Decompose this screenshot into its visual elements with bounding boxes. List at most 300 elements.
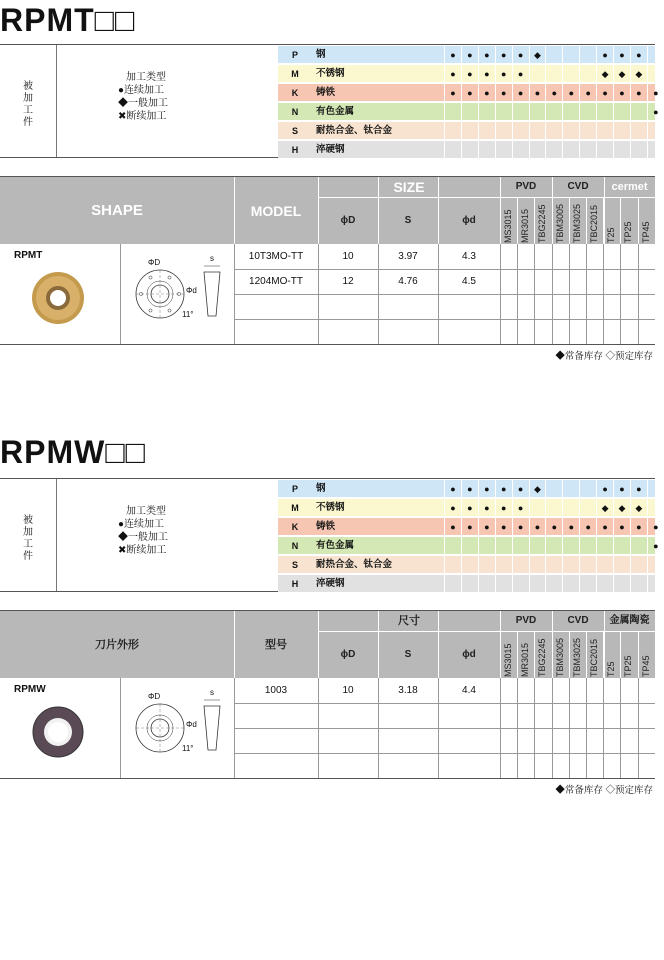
header-col-S: S [404,649,412,660]
grade-mark: ● [461,84,478,101]
divider [552,197,553,245]
grade-label-ms3015: MS3015 [503,209,513,243]
grade-mark: ● [478,46,495,63]
grade-mark: ● [630,84,647,101]
grade-mark: ● [495,84,512,101]
material-code: P [291,50,298,60]
divider [234,703,655,704]
grade-mark [545,537,562,554]
material-name: 铸铁 [316,87,336,98]
divider [234,611,235,679]
grade-mark [444,122,461,139]
material-code: H [291,579,299,589]
material-code: P [291,484,298,494]
material-name: 耐热合金、钛合金 [316,559,393,570]
grade-mark: ● [461,65,478,82]
grade-mark: ● [495,46,512,63]
grade-mark [495,141,512,158]
grade-mark: ● [495,518,512,535]
cell-d: 4.5 [462,276,476,287]
grade-label-tbm3025: TBM3025 [571,637,582,677]
grade-mark [444,537,461,554]
grade-mark [579,575,596,592]
material-code: N [291,541,299,551]
grade-mark: ● [461,518,478,535]
grade-mark [478,122,495,139]
grade-mark [461,141,478,158]
grade-mark [562,46,579,63]
material-code: N [291,107,299,117]
material-name: 耐热合金、钛合金 [316,125,393,136]
grade-mark [562,575,579,592]
grade-label-ms3015: MS3015 [503,643,513,677]
grade-mark [545,556,562,573]
grade-mark [647,575,664,592]
divider [234,177,235,245]
grade-mark [630,122,647,139]
divider [234,728,655,729]
grade-mark: ● [613,84,630,101]
grade-mark [596,141,613,158]
grade-label-tp25: TP25 [623,655,634,677]
header-shape: SHAPE [91,202,143,219]
grade-mark: ● [478,65,495,82]
grade-mark [495,575,512,592]
grade-mark [579,556,596,573]
grade-mark: ◆ [529,480,546,497]
grade-mark [444,556,461,573]
material-name: 淬硬钢 [316,578,345,589]
grade-mark [461,575,478,592]
grade-mark: ● [647,103,664,120]
material-name: 淬硬钢 [316,144,345,155]
material-row-n [278,536,659,554]
grade-mark [495,556,512,573]
material-row-s [278,555,655,573]
grade-mark: ◆ [596,499,613,516]
grade-mark [529,122,546,139]
grade-label-tbm3005: TBM3005 [554,637,565,677]
header-shape: 刀片外形 [95,639,139,651]
grade-label-tbm3025: TBM3025 [571,203,582,243]
grade-mark [562,480,579,497]
header-col-D: ϕD [340,215,356,226]
header-col-d: ϕd [462,649,476,660]
grade-mark [545,141,562,158]
grade-mark: ● [444,518,461,535]
material-row-k [278,83,659,101]
drawing-label-d: Φd [186,286,197,295]
material-code: S [291,126,298,136]
drawing-label-D: ΦD [148,258,161,267]
grade-label-tp25: TP25 [623,221,634,243]
grade-mark [647,480,664,497]
grade-mark [478,141,495,158]
material-name: 不锈钢 [316,68,345,79]
product-table [0,610,655,796]
drawing-label-angle: 11° [182,744,194,753]
material-name: 钢 [316,49,326,60]
grade-mark [461,556,478,573]
drawing-label-angle: 11° [182,310,194,319]
grade-mark [630,141,647,158]
divider [378,611,379,679]
grade-mark [495,103,512,120]
divider [620,197,621,245]
grade-mark [512,556,529,573]
material-code: K [291,88,299,98]
material-row-s [278,121,655,139]
grade-mark [545,480,562,497]
grade-mark: ● [630,480,647,497]
grade-mark: ● [545,84,562,101]
grade-mark [545,575,562,592]
insert-technical-drawing [120,252,232,332]
grade-mark: ● [529,84,546,101]
grade-mark [647,556,664,573]
divider [586,631,587,679]
grade-mark: ◆ [596,65,613,82]
shape-name: RPMT [14,250,43,261]
drawing-label-s: s [210,254,214,263]
grade-mark: ● [495,65,512,82]
divider [56,479,57,591]
table-header [0,176,655,244]
divider [318,177,319,245]
grade-mark [444,141,461,158]
grade-mark [579,499,596,516]
grade-mark [529,499,546,516]
cell-S: 4.76 [398,276,418,287]
material-code: S [291,560,298,570]
grade-mark [512,103,529,120]
material-name: 不锈钢 [316,502,345,513]
grade-mark [478,103,495,120]
divider [318,197,655,198]
grade-mark: ● [596,480,613,497]
divider [120,244,121,344]
header-pvd: PVD [515,615,537,626]
grade-mark [596,537,613,554]
workpiece-table [0,478,659,592]
legend-item: ◆一般加工 [118,532,168,543]
grade-mark [495,537,512,554]
grade-mark: ● [596,46,613,63]
grade-mark [444,575,461,592]
legend-title: 加工类型 [126,72,166,83]
grade-label-mr3015: MR3015 [520,642,531,677]
insert-photo [28,268,88,328]
product-title-rpmt: RPMT□□ [0,2,136,38]
grade-mark [579,103,596,120]
grade-mark [613,122,630,139]
divider [500,611,501,679]
grade-mark [529,141,546,158]
cell-d: 4.3 [462,251,476,262]
drawing-label-d: Φd [186,720,197,729]
grade-mark: ● [647,518,664,535]
divider [552,631,553,679]
divider [534,197,535,245]
divider [517,197,518,245]
cell-S: 3.18 [398,685,418,696]
grade-mark [647,141,664,158]
header-cermet: cermet [611,181,648,193]
grade-mark: ● [512,480,529,497]
grade-mark [579,537,596,554]
divider [517,631,518,679]
grade-mark [647,122,664,139]
material-row-h [278,140,655,158]
grade-mark: ● [512,84,529,101]
grade-mark: ● [478,518,495,535]
grade-mark: ● [512,518,529,535]
divider [638,631,639,679]
grade-mark [596,575,613,592]
grade-mark [478,537,495,554]
grade-label-tp45: TP45 [640,655,651,677]
grade-mark: ◆ [613,499,630,516]
divider [638,197,639,245]
grade-mark [545,499,562,516]
grade-mark [647,499,664,516]
header-model: 型号 [265,639,287,651]
grade-label-tbc2015: TBC2015 [589,638,599,677]
grade-mark: ● [613,480,630,497]
divider [234,753,655,754]
grade-mark: ● [529,518,546,535]
grade-mark: ◆ [613,65,630,82]
grade-mark [444,103,461,120]
grade-mark: ● [647,84,664,101]
grade-mark: ● [545,518,562,535]
grade-mark: ● [630,518,647,535]
grade-mark [512,122,529,139]
grade-label-tbc2015: TBC2015 [589,204,599,243]
material-row-p [278,479,655,497]
grade-mark: ● [647,537,664,554]
grade-mark: ● [613,518,630,535]
grade-mark [461,122,478,139]
grade-mark [579,65,596,82]
divider [603,197,604,245]
divider [438,177,439,245]
grade-mark: ● [579,84,596,101]
table-header [0,610,655,678]
grade-mark [562,556,579,573]
divider [569,631,570,679]
grade-mark: ● [495,480,512,497]
grade-mark [613,141,630,158]
material-code: M [291,503,299,513]
product-table [0,176,655,362]
grade-mark: ● [562,518,579,535]
divider [0,778,655,779]
grade-mark: ● [630,46,647,63]
grade-mark [562,141,579,158]
grade-mark [613,575,630,592]
grade-mark [529,103,546,120]
header-pvd: PVD [515,181,537,192]
grade-mark: ◆ [630,499,647,516]
grade-mark [512,575,529,592]
grade-mark [478,556,495,573]
material-name: 有色金属 [316,540,355,551]
grade-mark [562,537,579,554]
grade-mark [545,122,562,139]
divider [318,631,655,632]
grade-label-tbg2245: TBG2245 [537,638,548,677]
legend-title: 加工类型 [126,506,166,517]
material-code: M [291,69,299,79]
drawing-label-s: s [210,688,214,697]
grade-mark: ● [562,84,579,101]
stock-legend: ◆常备库存 ◇预定库存 [555,785,653,796]
grade-mark [630,575,647,592]
stock-legend: ◆常备库存 ◇预定库存 [555,351,653,362]
cell-D: 10 [342,251,354,262]
grade-label-mr3015: MR3015 [520,208,531,243]
material-row-m [278,498,655,516]
grade-mark [613,556,630,573]
grade-mark [613,537,630,554]
divider [378,177,379,245]
shape-name: RPMW [14,684,46,695]
grade-mark [562,499,579,516]
grade-label-t25: T25 [606,661,617,677]
material-row-p [278,45,655,63]
grade-mark [579,46,596,63]
cell-D: 12 [342,276,354,287]
header-cvd: CVD [567,615,589,626]
grade-mark [545,65,562,82]
divider [234,294,655,295]
grade-mark [529,556,546,573]
grade-mark [630,556,647,573]
grade-mark: ● [579,518,596,535]
grade-mark [596,122,613,139]
divider [56,45,57,157]
header-col-D: ϕD [340,649,356,660]
header-col-S: S [404,215,412,226]
grade-mark [545,46,562,63]
grade-mark: ● [512,499,529,516]
drawing-label-D: ΦD [148,692,161,701]
grade-mark [630,103,647,120]
material-row-k [278,517,659,535]
grade-label-tp45: TP45 [640,221,651,243]
grade-mark: ● [613,46,630,63]
material-row-h [278,574,655,592]
divider [0,344,655,345]
grade-mark [579,141,596,158]
grade-mark [596,103,613,120]
grade-label-tbm3005: TBM3005 [554,203,565,243]
header-size: 尺寸 [398,615,420,627]
product-title-rpmw: RPMW□□ [0,434,146,470]
grade-mark [647,46,664,63]
grade-mark: ◆ [529,46,546,63]
header-cvd: CVD [567,181,589,192]
machining-type-legend [118,71,168,123]
workpiece-vertical-label: 被 加 工 件 [23,81,33,128]
grade-mark: ● [596,84,613,101]
grade-mark [529,537,546,554]
material-name: 有色金属 [316,106,355,117]
header-size: SIZE [393,179,425,195]
material-code: H [291,145,299,155]
grade-mark [613,103,630,120]
grade-mark [529,65,546,82]
grade-mark: ● [444,480,461,497]
grade-mark: ● [444,46,461,63]
grade-mark: ● [461,499,478,516]
divider [569,197,570,245]
legend-item: ✖断续加工 [118,545,167,556]
legend-item: ◆一般加工 [118,98,168,109]
grade-mark [562,122,579,139]
grade-mark: ● [512,46,529,63]
insert-photo [28,702,88,762]
grade-mark: ● [461,46,478,63]
workpiece-vertical-label: 被 加 工 件 [23,515,33,562]
grade-mark [630,537,647,554]
grade-mark: ● [512,65,529,82]
grade-mark [495,122,512,139]
divider [234,269,655,270]
header-cermet: 金属陶瓷 [609,615,650,626]
grade-mark [562,65,579,82]
material-code: K [291,522,299,532]
grade-mark: ● [478,84,495,101]
grade-mark [647,65,664,82]
cell-d: 4.4 [462,685,476,696]
cell-S: 3.97 [398,251,418,262]
divider [534,631,535,679]
machining-type-legend [118,505,168,557]
grade-mark [562,103,579,120]
grade-mark [579,480,596,497]
legend-item: ✖断续加工 [118,111,167,122]
grade-label-t25: T25 [606,227,617,243]
material-row-m [278,64,655,82]
cell-model: 10T3MO-TT [248,251,304,262]
material-row-n [278,102,659,120]
grade-mark: ● [478,499,495,516]
grade-mark [512,141,529,158]
insert-technical-drawing [120,686,232,766]
grade-mark [596,556,613,573]
divider [603,631,604,679]
divider [586,197,587,245]
legend-item: ●连续加工 [118,85,165,96]
grade-mark: ● [444,65,461,82]
cell-model: 1003 [264,685,288,696]
grade-mark [461,103,478,120]
grade-mark: ● [495,499,512,516]
divider [234,319,655,320]
grade-mark [529,575,546,592]
grade-label-tbg2245: TBG2245 [537,204,548,243]
material-name: 钢 [316,483,326,494]
grade-mark [545,103,562,120]
divider [438,611,439,679]
grade-mark: ● [478,480,495,497]
divider [620,631,621,679]
grade-mark: ● [461,480,478,497]
divider [120,678,121,778]
workpiece-table [0,44,659,158]
